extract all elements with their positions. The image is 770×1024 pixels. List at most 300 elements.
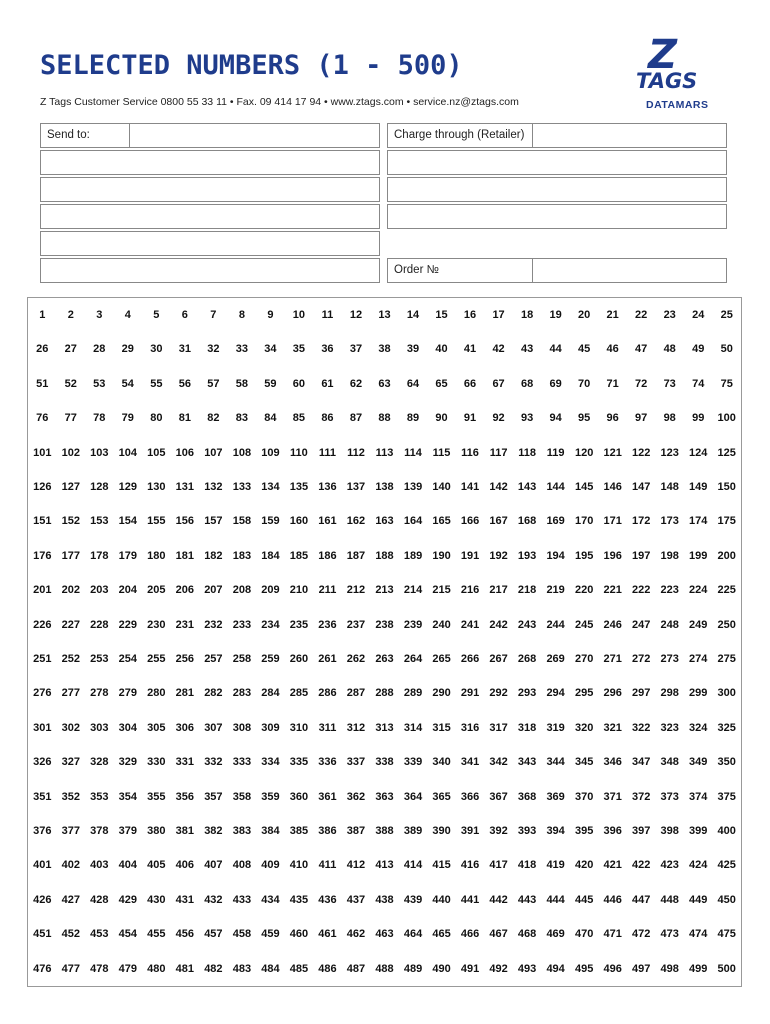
number-cell-230[interactable]: 230 — [147, 618, 166, 631]
number-cell-159[interactable]: 159 — [261, 515, 280, 528]
number-cell-340[interactable]: 340 — [432, 756, 451, 769]
number-cell-451[interactable]: 451 — [33, 928, 52, 941]
number-cell-31[interactable]: 31 — [178, 343, 191, 356]
number-cell-106[interactable]: 106 — [175, 446, 195, 459]
number-cell-320[interactable]: 320 — [574, 721, 594, 734]
number-cell-50[interactable]: 50 — [720, 343, 733, 356]
number-cell-465[interactable]: 465 — [432, 928, 451, 941]
number-cell-499[interactable]: 499 — [689, 962, 708, 975]
number-cell-484[interactable]: 484 — [261, 962, 280, 975]
number-cell-127[interactable]: 127 — [61, 481, 80, 493]
number-cell-442[interactable]: 442 — [489, 893, 508, 906]
number-cell-161[interactable]: 161 — [318, 515, 337, 528]
number-cell-94[interactable]: 94 — [549, 412, 562, 425]
number-cell-311[interactable]: 311 — [318, 721, 337, 734]
number-cell-195[interactable]: 195 — [574, 549, 594, 562]
number-cell-40[interactable]: 40 — [435, 343, 448, 356]
number-cell-97[interactable]: 97 — [635, 412, 648, 425]
number-cell-64[interactable]: 64 — [406, 377, 420, 390]
number-cell-165[interactable]: 165 — [432, 515, 451, 528]
number-cell-468[interactable]: 468 — [517, 928, 537, 941]
number-cell-466[interactable]: 466 — [460, 928, 480, 941]
number-cell-179[interactable]: 179 — [118, 549, 137, 562]
number-cell-133[interactable]: 133 — [232, 481, 252, 493]
number-cell-55[interactable]: 55 — [150, 377, 163, 390]
number-cell-409[interactable]: 409 — [261, 859, 280, 872]
number-cell-251[interactable]: 251 — [33, 653, 52, 665]
number-cell-420[interactable]: 420 — [574, 859, 594, 872]
number-cell-156[interactable]: 156 — [175, 515, 195, 528]
number-cell-374[interactable]: 374 — [689, 790, 708, 803]
number-cell-62[interactable]: 62 — [349, 377, 363, 390]
number-cell-408[interactable]: 408 — [232, 859, 252, 872]
number-cell-255[interactable]: 255 — [147, 653, 166, 665]
number-cell-249[interactable]: 249 — [689, 618, 708, 631]
order-field[interactable] — [532, 258, 727, 283]
number-cell-82[interactable]: 82 — [207, 412, 220, 425]
number-cell-294[interactable]: 294 — [546, 687, 565, 700]
number-cell-401[interactable]: 401 — [33, 859, 52, 872]
number-cell-400[interactable]: 400 — [717, 825, 736, 837]
number-cell-480[interactable]: 480 — [147, 962, 166, 975]
number-cell-229[interactable]: 229 — [118, 618, 137, 631]
number-cell-410[interactable]: 410 — [289, 859, 309, 872]
number-cell-421[interactable]: 421 — [603, 859, 622, 872]
number-cell-297[interactable]: 297 — [631, 687, 651, 700]
number-cell-360[interactable]: 360 — [289, 790, 309, 803]
number-cell-275[interactable]: 275 — [717, 653, 736, 665]
number-cell-43[interactable]: 43 — [520, 343, 534, 356]
number-cell-490[interactable]: 490 — [432, 962, 451, 975]
number-cell-257[interactable]: 257 — [204, 653, 223, 665]
number-cell-316[interactable]: 316 — [460, 721, 480, 734]
number-cell-350[interactable]: 350 — [717, 756, 736, 769]
number-cell-15[interactable]: 15 — [435, 309, 448, 321]
number-cell-315[interactable]: 315 — [432, 721, 451, 734]
number-cell-112[interactable]: 112 — [347, 446, 365, 459]
number-cell-33[interactable]: 33 — [235, 343, 248, 356]
number-cell-187[interactable]: 187 — [346, 549, 366, 562]
number-cell-312[interactable]: 312 — [346, 721, 366, 734]
number-cell-57[interactable]: 57 — [207, 377, 220, 390]
number-cell-463[interactable]: 463 — [375, 928, 394, 941]
number-cell-44[interactable]: 44 — [549, 343, 562, 356]
number-cell-411[interactable]: 411 — [318, 859, 337, 872]
number-cell-24[interactable]: 24 — [692, 309, 705, 321]
number-cell-96[interactable]: 96 — [606, 412, 619, 425]
number-cell-79[interactable]: 79 — [121, 412, 134, 425]
number-cell-208[interactable]: 208 — [232, 584, 252, 597]
number-cell-91[interactable]: 91 — [463, 412, 477, 425]
number-cell-186[interactable]: 186 — [318, 549, 337, 562]
number-cell-242[interactable]: 242 — [489, 618, 508, 631]
number-cell-45[interactable]: 45 — [578, 343, 591, 356]
number-cell-309[interactable]: 309 — [261, 721, 280, 734]
number-cell-399[interactable]: 399 — [689, 825, 708, 837]
number-cell-191[interactable]: 191 — [460, 549, 480, 562]
number-cell-245[interactable]: 245 — [574, 618, 594, 631]
number-cell-74[interactable]: 74 — [692, 377, 705, 390]
number-cell-303[interactable]: 303 — [90, 721, 109, 734]
number-cell-163[interactable]: 163 — [375, 515, 394, 528]
number-cell-343[interactable]: 343 — [517, 756, 537, 769]
number-cell-192[interactable]: 192 — [489, 549, 508, 562]
number-cell-174[interactable]: 174 — [689, 515, 708, 528]
number-cell-220[interactable]: 220 — [574, 584, 594, 597]
number-cell-201[interactable]: 201 — [33, 584, 52, 597]
number-cell-455[interactable]: 455 — [147, 928, 166, 941]
number-cell-292[interactable]: 292 — [489, 687, 508, 700]
number-cell-98[interactable]: 98 — [663, 412, 676, 425]
number-cell-364[interactable]: 364 — [403, 790, 423, 803]
number-cell-495[interactable]: 495 — [574, 962, 594, 975]
number-cell-244[interactable]: 244 — [546, 618, 565, 631]
number-cell-41[interactable]: 41 — [463, 343, 477, 356]
number-cell-375[interactable]: 375 — [717, 790, 736, 803]
number-cell-390[interactable]: 390 — [432, 825, 451, 837]
number-cell-459[interactable]: 459 — [261, 928, 280, 941]
number-cell-327[interactable]: 327 — [61, 756, 80, 769]
number-cell-363[interactable]: 363 — [375, 790, 394, 803]
number-cell-26[interactable]: 26 — [36, 343, 49, 356]
number-cell-387[interactable]: 387 — [346, 825, 366, 837]
number-cell-487[interactable]: 487 — [346, 962, 366, 975]
address-line-2[interactable] — [40, 177, 380, 202]
number-cell-273[interactable]: 273 — [660, 653, 679, 665]
number-cell-298[interactable]: 298 — [660, 687, 679, 700]
number-cell-460[interactable]: 460 — [289, 928, 309, 941]
number-cell-158[interactable]: 158 — [232, 515, 252, 528]
number-cell-338[interactable]: 338 — [375, 756, 394, 769]
number-cell-120[interactable]: 120 — [574, 446, 594, 459]
number-cell-149[interactable]: 149 — [689, 481, 708, 493]
number-cell-114[interactable]: 114 — [404, 446, 422, 459]
number-cell-429[interactable]: 429 — [118, 893, 137, 906]
number-cell-205[interactable]: 205 — [147, 584, 166, 597]
number-cell-199[interactable]: 199 — [689, 549, 708, 562]
number-cell-18[interactable]: 18 — [520, 309, 534, 321]
number-cell-115[interactable]: 115 — [432, 446, 451, 459]
number-cell-92[interactable]: 92 — [492, 412, 505, 425]
number-cell-474[interactable]: 474 — [689, 928, 708, 941]
number-cell-68[interactable]: 68 — [520, 377, 534, 390]
number-cell-486[interactable]: 486 — [318, 962, 337, 975]
number-cell-324[interactable]: 324 — [689, 721, 708, 734]
number-cell-84[interactable]: 84 — [264, 412, 277, 425]
number-cell-169[interactable]: 169 — [546, 515, 565, 528]
number-cell-299[interactable]: 299 — [689, 687, 708, 700]
number-cell-491[interactable]: 491 — [460, 962, 480, 975]
number-cell-99[interactable]: 99 — [692, 412, 705, 425]
number-cell-337[interactable]: 337 — [346, 756, 366, 769]
number-cell-393[interactable]: 393 — [517, 825, 537, 837]
number-cell-361[interactable]: 361 — [318, 790, 337, 803]
number-cell-130[interactable]: 130 — [147, 481, 166, 493]
number-cell-274[interactable]: 274 — [689, 653, 708, 665]
number-cell-9[interactable]: 9 — [267, 309, 274, 321]
number-cell-23[interactable]: 23 — [663, 309, 676, 321]
number-cell-25[interactable]: 25 — [720, 309, 733, 321]
number-cell-221[interactable]: 221 — [603, 584, 622, 597]
number-cell-302[interactable]: 302 — [61, 721, 80, 734]
number-cell-93[interactable]: 93 — [520, 412, 534, 425]
number-cell-143[interactable]: 143 — [517, 481, 537, 493]
number-cell-67[interactable]: 67 — [492, 377, 505, 390]
number-cell-252[interactable]: 252 — [61, 653, 80, 665]
number-cell-103[interactable]: 103 — [90, 446, 109, 459]
number-cell-473[interactable]: 473 — [660, 928, 679, 941]
number-cell-129[interactable]: 129 — [118, 481, 137, 493]
number-cell-263[interactable]: 263 — [375, 653, 394, 665]
number-cell-439[interactable]: 439 — [403, 893, 423, 906]
number-cell-341[interactable]: 341 — [460, 756, 480, 769]
number-cell-362[interactable]: 362 — [346, 790, 366, 803]
number-cell-35[interactable]: 35 — [292, 343, 306, 356]
number-cell-392[interactable]: 392 — [489, 825, 508, 837]
number-cell-19[interactable]: 19 — [549, 309, 562, 321]
number-cell-385[interactable]: 385 — [289, 825, 309, 837]
number-cell-228[interactable]: 228 — [90, 618, 109, 631]
number-cell-321[interactable]: 321 — [603, 721, 622, 734]
number-cell-171[interactable]: 171 — [603, 515, 622, 528]
number-cell-77[interactable]: 77 — [64, 412, 77, 425]
number-cell-282[interactable]: 282 — [204, 687, 223, 700]
number-cell-355[interactable]: 355 — [147, 790, 166, 803]
number-cell-132[interactable]: 132 — [204, 481, 223, 493]
number-cell-440[interactable]: 440 — [432, 893, 451, 906]
number-cell-60[interactable]: 60 — [292, 377, 306, 390]
number-cell-104[interactable]: 104 — [118, 446, 137, 459]
number-cell-301[interactable]: 301 — [33, 721, 52, 734]
number-cell-319[interactable]: 319 — [546, 721, 565, 734]
number-cell-137[interactable]: 137 — [346, 481, 366, 493]
number-cell-352[interactable]: 352 — [61, 790, 80, 803]
number-cell-430[interactable]: 430 — [147, 893, 166, 906]
number-cell-406[interactable]: 406 — [175, 859, 195, 872]
number-cell-431[interactable]: 431 — [175, 893, 195, 906]
number-cell-443[interactable]: 443 — [517, 893, 537, 906]
number-cell-289[interactable]: 289 — [403, 687, 423, 700]
number-cell-357[interactable]: 357 — [204, 790, 223, 803]
number-cell-49[interactable]: 49 — [692, 343, 705, 356]
number-cell-46[interactable]: 46 — [606, 343, 619, 356]
number-cell-238[interactable]: 238 — [375, 618, 394, 631]
number-cell-12[interactable]: 12 — [349, 309, 363, 321]
number-cell-500[interactable]: 500 — [717, 962, 736, 975]
number-cell-88[interactable]: 88 — [378, 412, 391, 425]
number-cell-323[interactable]: 323 — [660, 721, 679, 734]
number-cell-335[interactable]: 335 — [289, 756, 309, 769]
number-cell-211[interactable]: 211 — [318, 584, 337, 597]
number-cell-213[interactable]: 213 — [375, 584, 394, 597]
number-cell-78[interactable]: 78 — [93, 412, 106, 425]
number-cell-231[interactable]: 231 — [175, 618, 195, 631]
number-cell-182[interactable]: 182 — [204, 549, 223, 562]
number-cell-373[interactable]: 373 — [660, 790, 679, 803]
number-cell-239[interactable]: 239 — [403, 618, 423, 631]
number-cell-212[interactable]: 212 — [346, 584, 366, 597]
number-cell-167[interactable]: 167 — [489, 515, 508, 528]
number-cell-388[interactable]: 388 — [375, 825, 394, 837]
number-cell-492[interactable]: 492 — [489, 962, 508, 975]
number-cell-354[interactable]: 354 — [118, 790, 137, 803]
number-cell-464[interactable]: 464 — [403, 928, 423, 941]
number-cell-370[interactable]: 370 — [574, 790, 594, 803]
number-cell-177[interactable]: 177 — [61, 549, 80, 562]
number-cell-185[interactable]: 185 — [289, 549, 309, 562]
number-cell-17[interactable]: 17 — [492, 309, 505, 321]
number-cell-125[interactable]: 125 — [717, 446, 736, 459]
number-cell-396[interactable]: 396 — [603, 825, 622, 837]
number-cell-58[interactable]: 58 — [235, 377, 248, 390]
number-cell-122[interactable]: 122 — [631, 446, 651, 459]
retailer-line-2[interactable] — [387, 177, 727, 202]
number-cell-422[interactable]: 422 — [631, 859, 651, 872]
number-cell-498[interactable]: 498 — [660, 962, 679, 975]
number-cell-102[interactable]: 102 — [61, 446, 80, 459]
number-cell-178[interactable]: 178 — [90, 549, 109, 562]
number-cell-328[interactable]: 328 — [90, 756, 109, 769]
number-cell-147[interactable]: 147 — [631, 481, 651, 493]
number-cell-20[interactable]: 20 — [578, 309, 591, 321]
number-cell-59[interactable]: 59 — [264, 377, 277, 390]
number-cell-291[interactable]: 291 — [460, 687, 480, 700]
number-cell-157[interactable]: 157 — [204, 515, 223, 528]
number-cell-202[interactable]: 202 — [61, 584, 80, 597]
number-cell-435[interactable]: 435 — [289, 893, 309, 906]
number-cell-452[interactable]: 452 — [61, 928, 80, 941]
number-cell-428[interactable]: 428 — [90, 893, 109, 906]
number-cell-72[interactable]: 72 — [635, 377, 648, 390]
number-cell-278[interactable]: 278 — [90, 687, 109, 700]
number-cell-61[interactable]: 61 — [321, 377, 334, 390]
number-cell-345[interactable]: 345 — [574, 756, 594, 769]
number-cell-447[interactable]: 447 — [631, 893, 651, 906]
number-cell-281[interactable]: 281 — [175, 687, 195, 700]
number-cell-384[interactable]: 384 — [261, 825, 280, 837]
number-cell-71[interactable]: 71 — [606, 377, 619, 390]
number-cell-32[interactable]: 32 — [207, 343, 220, 356]
number-cell-150[interactable]: 150 — [717, 481, 736, 493]
number-cell-151[interactable]: 151 — [33, 515, 52, 528]
number-cell-314[interactable]: 314 — [403, 721, 423, 734]
number-cell-176[interactable]: 176 — [33, 549, 52, 562]
number-cell-22[interactable]: 22 — [635, 309, 648, 321]
number-cell-329[interactable]: 329 — [118, 756, 137, 769]
number-cell-180[interactable]: 180 — [147, 549, 166, 562]
number-cell-118[interactable]: 118 — [518, 446, 536, 459]
number-cell-218[interactable]: 218 — [517, 584, 537, 597]
number-cell-308[interactable]: 308 — [232, 721, 252, 734]
number-cell-217[interactable]: 217 — [489, 584, 508, 597]
number-cell-223[interactable]: 223 — [660, 584, 679, 597]
number-cell-11[interactable]: 11 — [321, 309, 334, 321]
number-cell-449[interactable]: 449 — [689, 893, 708, 906]
number-cell-216[interactable]: 216 — [460, 584, 480, 597]
number-cell-262[interactable]: 262 — [346, 653, 366, 665]
number-cell-403[interactable]: 403 — [90, 859, 109, 872]
number-cell-306[interactable]: 306 — [175, 721, 195, 734]
number-cell-37[interactable]: 37 — [349, 343, 363, 356]
number-cell-413[interactable]: 413 — [375, 859, 394, 872]
number-cell-305[interactable]: 305 — [147, 721, 166, 734]
number-cell-366[interactable]: 366 — [460, 790, 480, 803]
number-cell-470[interactable]: 470 — [574, 928, 594, 941]
number-cell-209[interactable]: 209 — [261, 584, 280, 597]
number-cell-29[interactable]: 29 — [121, 343, 134, 356]
charge-field[interactable] — [532, 123, 727, 148]
number-cell-34[interactable]: 34 — [264, 343, 277, 356]
number-cell-108[interactable]: 108 — [232, 446, 252, 459]
address-line-3[interactable] — [40, 204, 380, 229]
number-cell-153[interactable]: 153 — [90, 515, 109, 528]
number-cell-3[interactable]: 3 — [96, 309, 103, 321]
number-cell-332[interactable]: 332 — [204, 756, 223, 769]
number-cell-254[interactable]: 254 — [118, 653, 137, 665]
number-cell-269[interactable]: 269 — [546, 653, 565, 665]
number-cell-307[interactable]: 307 — [204, 721, 223, 734]
number-cell-405[interactable]: 405 — [147, 859, 166, 872]
number-cell-170[interactable]: 170 — [574, 515, 594, 528]
number-cell-81[interactable]: 81 — [178, 412, 191, 425]
number-cell-478[interactable]: 478 — [90, 962, 109, 975]
number-cell-313[interactable]: 313 — [375, 721, 394, 734]
number-cell-481[interactable]: 481 — [175, 962, 195, 975]
number-cell-398[interactable]: 398 — [660, 825, 679, 837]
number-cell-293[interactable]: 293 — [517, 687, 537, 700]
number-cell-283[interactable]: 283 — [232, 687, 252, 700]
number-cell-407[interactable]: 407 — [204, 859, 223, 872]
number-cell-371[interactable]: 371 — [603, 790, 622, 803]
number-cell-322[interactable]: 322 — [631, 721, 651, 734]
number-cell-489[interactable]: 489 — [403, 962, 423, 975]
number-cell-296[interactable]: 296 — [603, 687, 622, 700]
number-cell-425[interactable]: 425 — [717, 859, 736, 872]
number-cell-326[interactable]: 326 — [33, 756, 52, 769]
number-cell-166[interactable]: 166 — [460, 515, 480, 528]
number-cell-109[interactable]: 109 — [261, 446, 280, 459]
number-cell-65[interactable]: 65 — [435, 377, 448, 390]
number-cell-287[interactable]: 287 — [346, 687, 366, 700]
number-cell-404[interactable]: 404 — [118, 859, 137, 872]
number-cell-485[interactable]: 485 — [289, 962, 309, 975]
number-cell-494[interactable]: 494 — [546, 962, 565, 975]
number-cell-80[interactable]: 80 — [150, 412, 163, 425]
number-cell-6[interactable]: 6 — [181, 309, 188, 321]
number-cell-95[interactable]: 95 — [578, 412, 591, 425]
number-cell-225[interactable]: 225 — [717, 584, 736, 597]
number-cell-111[interactable]: 111 — [318, 446, 337, 459]
number-cell-386[interactable]: 386 — [318, 825, 337, 837]
number-cell-85[interactable]: 85 — [292, 412, 306, 425]
number-cell-110[interactable]: 110 — [290, 446, 308, 459]
number-cell-418[interactable]: 418 — [517, 859, 537, 872]
number-cell-394[interactable]: 394 — [546, 825, 565, 837]
number-cell-290[interactable]: 290 — [432, 687, 451, 700]
number-cell-138[interactable]: 138 — [375, 481, 394, 493]
number-cell-378[interactable]: 378 — [90, 825, 109, 837]
number-cell-210[interactable]: 210 — [289, 584, 309, 597]
number-cell-16[interactable]: 16 — [463, 309, 477, 321]
number-cell-139[interactable]: 139 — [403, 481, 423, 493]
number-cell-86[interactable]: 86 — [321, 412, 334, 425]
number-cell-488[interactable]: 488 — [375, 962, 394, 975]
number-cell-154[interactable]: 154 — [118, 515, 137, 528]
number-cell-175[interactable]: 175 — [717, 515, 736, 528]
number-cell-264[interactable]: 264 — [403, 653, 423, 665]
number-cell-235[interactable]: 235 — [289, 618, 309, 631]
number-cell-339[interactable]: 339 — [403, 756, 423, 769]
